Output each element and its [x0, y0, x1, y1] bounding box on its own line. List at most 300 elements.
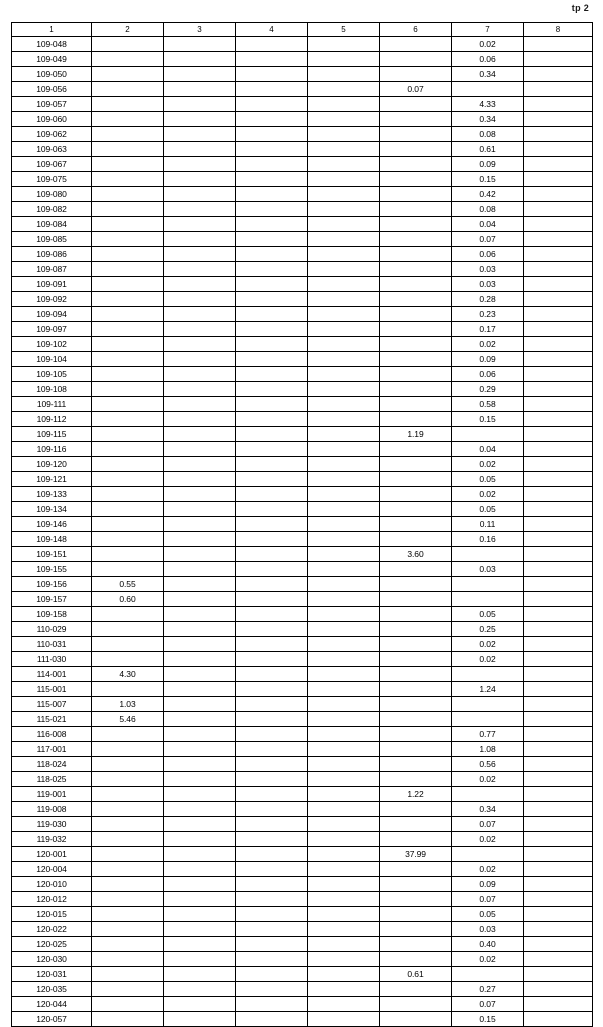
- row-value-cell: [92, 907, 164, 922]
- row-value-cell: [524, 1012, 593, 1027]
- row-value-cell: [380, 172, 452, 187]
- row-value-cell: [380, 772, 452, 787]
- row-id-cell: 119-001: [12, 787, 92, 802]
- row-value-cell: 0.02: [452, 832, 524, 847]
- row-value-cell: [524, 457, 593, 472]
- row-value-cell: [524, 112, 593, 127]
- table-row: [12, 817, 593, 832]
- row-value-cell: [308, 412, 380, 427]
- table-row: [12, 727, 593, 742]
- row-value-cell: [92, 142, 164, 157]
- row-value-cell: [92, 562, 164, 577]
- row-value-cell: [236, 82, 308, 97]
- row-value-cell: [236, 907, 308, 922]
- row-value-cell: [164, 337, 236, 352]
- row-value-cell: [236, 802, 308, 817]
- row-value-cell: [380, 952, 452, 967]
- row-value-cell: [524, 787, 593, 802]
- row-value-cell: [236, 442, 308, 457]
- row-value-cell: [308, 202, 380, 217]
- row-value-cell: [380, 157, 452, 172]
- row-value-cell: [380, 532, 452, 547]
- row-value-cell: [164, 922, 236, 937]
- row-value-cell: [380, 337, 452, 352]
- row-value-cell: [308, 232, 380, 247]
- table-row: [12, 292, 593, 307]
- row-value-cell: [524, 682, 593, 697]
- row-value-cell: [308, 547, 380, 562]
- row-value-cell: [164, 967, 236, 982]
- row-value-cell: [308, 397, 380, 412]
- row-value-cell: [236, 817, 308, 832]
- row-value-cell: [308, 1012, 380, 1027]
- row-value-cell: [236, 277, 308, 292]
- row-value-cell: [308, 472, 380, 487]
- row-id-cell: 110-029: [12, 622, 92, 637]
- row-value-cell: 0.05: [452, 502, 524, 517]
- row-id-cell: 120-001: [12, 847, 92, 862]
- row-value-cell: [236, 67, 308, 82]
- row-value-cell: [236, 247, 308, 262]
- row-value-cell: [452, 667, 524, 682]
- row-value-cell: [92, 772, 164, 787]
- row-value-cell: [308, 517, 380, 532]
- row-value-cell: [380, 112, 452, 127]
- row-value-cell: 0.11: [452, 517, 524, 532]
- row-value-cell: [236, 202, 308, 217]
- row-value-cell: [236, 412, 308, 427]
- row-value-cell: [164, 82, 236, 97]
- row-value-cell: 0.25: [452, 622, 524, 637]
- row-value-cell: [524, 697, 593, 712]
- row-value-cell: [524, 622, 593, 637]
- row-id-cell: 109-080: [12, 187, 92, 202]
- row-value-cell: [164, 787, 236, 802]
- row-value-cell: [164, 517, 236, 532]
- row-value-cell: [236, 52, 308, 67]
- table-row: [12, 907, 593, 922]
- row-value-cell: 0.02: [452, 457, 524, 472]
- row-value-cell: [452, 847, 524, 862]
- row-value-cell: [308, 172, 380, 187]
- row-value-cell: [164, 217, 236, 232]
- table-row: [12, 592, 593, 607]
- row-value-cell: [92, 97, 164, 112]
- row-value-cell: [524, 307, 593, 322]
- row-value-cell: 0.02: [452, 952, 524, 967]
- row-value-cell: [92, 517, 164, 532]
- row-value-cell: [92, 232, 164, 247]
- row-value-cell: [524, 427, 593, 442]
- row-value-cell: [524, 937, 593, 952]
- table-row: [12, 247, 593, 262]
- row-value-cell: [236, 622, 308, 637]
- row-value-cell: [308, 322, 380, 337]
- row-value-cell: [380, 142, 452, 157]
- row-value-cell: [92, 952, 164, 967]
- row-value-cell: [164, 352, 236, 367]
- row-value-cell: [164, 772, 236, 787]
- row-value-cell: [92, 277, 164, 292]
- table-row: [12, 622, 593, 637]
- row-value-cell: [308, 82, 380, 97]
- row-value-cell: [308, 112, 380, 127]
- row-value-cell: [164, 592, 236, 607]
- row-value-cell: [92, 787, 164, 802]
- row-value-cell: [308, 667, 380, 682]
- row-value-cell: [308, 937, 380, 952]
- row-value-cell: 0.15: [452, 172, 524, 187]
- table-row: [12, 457, 593, 472]
- row-value-cell: [164, 292, 236, 307]
- row-id-cell: 119-008: [12, 802, 92, 817]
- row-id-cell: 109-120: [12, 457, 92, 472]
- row-value-cell: [452, 592, 524, 607]
- row-value-cell: [524, 997, 593, 1012]
- row-value-cell: [380, 652, 452, 667]
- row-value-cell: [308, 952, 380, 967]
- row-value-cell: [236, 577, 308, 592]
- row-value-cell: [164, 442, 236, 457]
- row-value-cell: [524, 607, 593, 622]
- row-value-cell: [524, 832, 593, 847]
- table-row: [12, 547, 593, 562]
- row-id-cell: 109-057: [12, 97, 92, 112]
- row-value-cell: [236, 382, 308, 397]
- row-value-cell: [236, 952, 308, 967]
- row-value-cell: [380, 982, 452, 997]
- row-value-cell: [92, 847, 164, 862]
- row-value-cell: [524, 892, 593, 907]
- row-value-cell: [92, 982, 164, 997]
- row-value-cell: [308, 832, 380, 847]
- row-value-cell: [524, 37, 593, 52]
- row-value-cell: 1.24: [452, 682, 524, 697]
- row-id-cell: 109-133: [12, 487, 92, 502]
- row-value-cell: [92, 37, 164, 52]
- row-value-cell: [236, 637, 308, 652]
- row-id-cell: 109-082: [12, 202, 92, 217]
- row-value-cell: [308, 157, 380, 172]
- row-value-cell: [164, 547, 236, 562]
- row-value-cell: [236, 292, 308, 307]
- row-value-cell: [380, 472, 452, 487]
- row-value-cell: [92, 532, 164, 547]
- table-row: [12, 862, 593, 877]
- row-value-cell: [308, 742, 380, 757]
- data-table-container: [11, 22, 592, 1027]
- table-row: [12, 352, 593, 367]
- row-value-cell: 37.99: [380, 847, 452, 862]
- column-header-5: 5: [308, 23, 380, 37]
- row-value-cell: [92, 967, 164, 982]
- row-value-cell: [236, 727, 308, 742]
- table-row: [12, 127, 593, 142]
- row-value-cell: [308, 787, 380, 802]
- row-value-cell: [524, 127, 593, 142]
- table-row: [12, 502, 593, 517]
- row-value-cell: [380, 367, 452, 382]
- row-value-cell: [92, 397, 164, 412]
- row-id-cell: 109-087: [12, 262, 92, 277]
- row-id-cell: 109-151: [12, 547, 92, 562]
- row-value-cell: [92, 652, 164, 667]
- row-value-cell: [164, 862, 236, 877]
- row-value-cell: [308, 637, 380, 652]
- row-value-cell: [236, 847, 308, 862]
- row-value-cell: 1.22: [380, 787, 452, 802]
- row-value-cell: [164, 907, 236, 922]
- row-value-cell: 1.19: [380, 427, 452, 442]
- row-value-cell: [236, 697, 308, 712]
- table-row: [12, 787, 593, 802]
- row-value-cell: [236, 502, 308, 517]
- table-row: [12, 682, 593, 697]
- row-value-cell: [92, 337, 164, 352]
- row-value-cell: [92, 427, 164, 442]
- row-value-cell: [380, 127, 452, 142]
- row-value-cell: [164, 172, 236, 187]
- row-id-cell: 118-024: [12, 757, 92, 772]
- row-value-cell: [164, 202, 236, 217]
- row-value-cell: [92, 727, 164, 742]
- table-row: [12, 742, 593, 757]
- row-value-cell: [308, 187, 380, 202]
- row-id-cell: 117-001: [12, 742, 92, 757]
- row-value-cell: 0.09: [452, 352, 524, 367]
- row-value-cell: 0.07: [452, 232, 524, 247]
- row-value-cell: [236, 757, 308, 772]
- row-value-cell: [380, 667, 452, 682]
- row-value-cell: [308, 892, 380, 907]
- row-value-cell: [380, 592, 452, 607]
- table-row: [12, 832, 593, 847]
- row-value-cell: [236, 157, 308, 172]
- row-value-cell: [92, 367, 164, 382]
- row-value-cell: 0.05: [452, 472, 524, 487]
- table-row: [12, 577, 593, 592]
- row-value-cell: [308, 382, 380, 397]
- table-row: [12, 412, 593, 427]
- row-value-cell: [308, 142, 380, 157]
- row-value-cell: [380, 187, 452, 202]
- row-value-cell: [236, 172, 308, 187]
- row-value-cell: [164, 712, 236, 727]
- row-value-cell: [380, 562, 452, 577]
- row-id-cell: 119-030: [12, 817, 92, 832]
- table-row: [12, 97, 593, 112]
- row-value-cell: [236, 772, 308, 787]
- row-value-cell: [92, 52, 164, 67]
- row-value-cell: [92, 637, 164, 652]
- table-row: [12, 232, 593, 247]
- row-value-cell: [236, 832, 308, 847]
- row-value-cell: [308, 352, 380, 367]
- row-value-cell: [92, 217, 164, 232]
- row-value-cell: [380, 52, 452, 67]
- row-value-cell: [236, 517, 308, 532]
- row-value-cell: 0.04: [452, 217, 524, 232]
- row-value-cell: [164, 52, 236, 67]
- row-value-cell: [380, 832, 452, 847]
- row-value-cell: [308, 847, 380, 862]
- row-value-cell: 0.03: [452, 562, 524, 577]
- row-value-cell: 0.23: [452, 307, 524, 322]
- row-value-cell: [92, 187, 164, 202]
- row-id-cell: 109-121: [12, 472, 92, 487]
- row-value-cell: [308, 367, 380, 382]
- row-value-cell: [524, 907, 593, 922]
- table-row: [12, 982, 593, 997]
- row-id-cell: 120-015: [12, 907, 92, 922]
- row-value-cell: [524, 982, 593, 997]
- row-value-cell: [380, 907, 452, 922]
- table-row: [12, 142, 593, 157]
- row-value-cell: [524, 52, 593, 67]
- row-value-cell: [524, 562, 593, 577]
- row-value-cell: [164, 247, 236, 262]
- row-value-cell: [164, 937, 236, 952]
- row-value-cell: [236, 97, 308, 112]
- row-value-cell: [524, 442, 593, 457]
- row-value-cell: [308, 712, 380, 727]
- row-value-cell: [164, 37, 236, 52]
- row-value-cell: [380, 712, 452, 727]
- row-value-cell: [164, 532, 236, 547]
- row-value-cell: [380, 502, 452, 517]
- row-value-cell: [236, 487, 308, 502]
- row-value-cell: [308, 97, 380, 112]
- row-id-cell: 120-010: [12, 877, 92, 892]
- row-value-cell: [380, 622, 452, 637]
- row-value-cell: [236, 682, 308, 697]
- row-value-cell: [308, 982, 380, 997]
- row-value-cell: 0.42: [452, 187, 524, 202]
- row-value-cell: [236, 142, 308, 157]
- row-value-cell: [380, 697, 452, 712]
- row-value-cell: [308, 127, 380, 142]
- row-value-cell: 0.02: [452, 337, 524, 352]
- row-value-cell: [524, 397, 593, 412]
- data-table: [11, 22, 593, 1027]
- row-value-cell: [164, 1012, 236, 1027]
- row-id-cell: 110-031: [12, 637, 92, 652]
- row-value-cell: [524, 667, 593, 682]
- row-value-cell: [236, 457, 308, 472]
- row-value-cell: [236, 592, 308, 607]
- row-value-cell: [236, 877, 308, 892]
- row-value-cell: [380, 352, 452, 367]
- row-value-cell: [452, 577, 524, 592]
- row-value-cell: [164, 607, 236, 622]
- row-value-cell: [164, 277, 236, 292]
- row-value-cell: [92, 67, 164, 82]
- row-value-cell: [452, 787, 524, 802]
- row-value-cell: [308, 247, 380, 262]
- row-value-cell: [524, 157, 593, 172]
- row-value-cell: [308, 427, 380, 442]
- column-header-2: 2: [92, 23, 164, 37]
- row-value-cell: [452, 697, 524, 712]
- row-value-cell: [92, 547, 164, 562]
- row-id-cell: 109-085: [12, 232, 92, 247]
- row-value-cell: 0.02: [452, 487, 524, 502]
- table-row: [12, 187, 593, 202]
- row-id-cell: 109-111: [12, 397, 92, 412]
- row-value-cell: [380, 322, 452, 337]
- row-value-cell: 0.02: [452, 37, 524, 52]
- row-value-cell: [380, 682, 452, 697]
- table-row: [12, 37, 593, 52]
- table-row: [12, 382, 593, 397]
- row-value-cell: [92, 127, 164, 142]
- table-row: [12, 937, 593, 952]
- table-row: [12, 52, 593, 67]
- row-value-cell: 0.06: [452, 367, 524, 382]
- row-value-cell: [164, 97, 236, 112]
- row-value-cell: [380, 217, 452, 232]
- row-id-cell: 109-056: [12, 82, 92, 97]
- row-value-cell: [524, 142, 593, 157]
- table-row: [12, 487, 593, 502]
- row-value-cell: [380, 262, 452, 277]
- row-value-cell: 1.03: [92, 697, 164, 712]
- row-id-cell: 109-063: [12, 142, 92, 157]
- row-value-cell: [380, 937, 452, 952]
- row-value-cell: [164, 952, 236, 967]
- row-value-cell: 0.61: [452, 142, 524, 157]
- row-value-cell: [524, 847, 593, 862]
- row-value-cell: [308, 502, 380, 517]
- row-value-cell: [308, 337, 380, 352]
- row-id-cell: 120-004: [12, 862, 92, 877]
- row-value-cell: [308, 967, 380, 982]
- row-value-cell: 0.29: [452, 382, 524, 397]
- row-value-cell: [380, 517, 452, 532]
- row-value-cell: [308, 922, 380, 937]
- row-value-cell: [524, 232, 593, 247]
- table-row: [12, 367, 593, 382]
- row-value-cell: [92, 877, 164, 892]
- table-row: [12, 172, 593, 187]
- row-value-cell: 0.07: [452, 892, 524, 907]
- row-value-cell: [236, 352, 308, 367]
- row-value-cell: [380, 292, 452, 307]
- row-value-cell: [524, 772, 593, 787]
- row-value-cell: 0.08: [452, 127, 524, 142]
- row-value-cell: [524, 292, 593, 307]
- row-value-cell: [164, 232, 236, 247]
- row-id-cell: 109-102: [12, 337, 92, 352]
- row-value-cell: [380, 232, 452, 247]
- table-row: [12, 157, 593, 172]
- column-header-7: 7: [452, 23, 524, 37]
- row-value-cell: [236, 322, 308, 337]
- row-value-cell: [524, 952, 593, 967]
- row-value-cell: 0.03: [452, 922, 524, 937]
- row-value-cell: [164, 562, 236, 577]
- row-value-cell: [92, 997, 164, 1012]
- table-header: [12, 23, 593, 37]
- row-value-cell: 0.58: [452, 397, 524, 412]
- row-value-cell: [164, 577, 236, 592]
- row-id-cell: 109-108: [12, 382, 92, 397]
- row-value-cell: [92, 892, 164, 907]
- row-value-cell: [308, 652, 380, 667]
- row-id-cell: 109-049: [12, 52, 92, 67]
- page-label: tp 2: [571, 3, 589, 13]
- row-value-cell: [92, 382, 164, 397]
